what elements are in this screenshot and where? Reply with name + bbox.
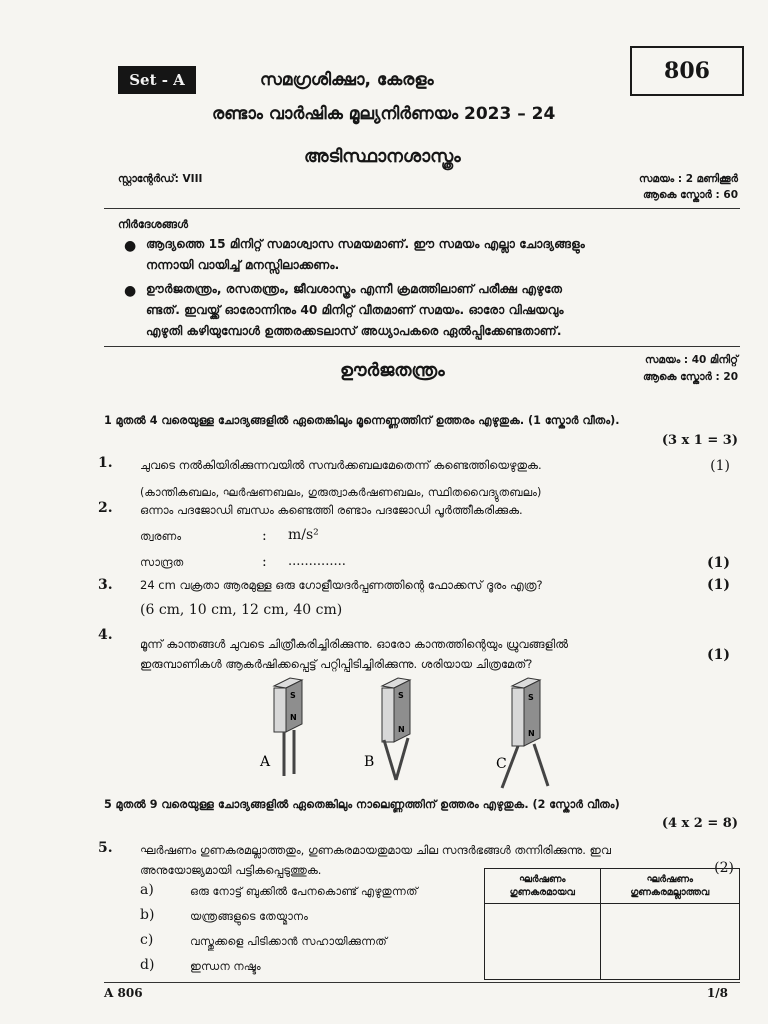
page-number: 1/8 xyxy=(706,986,728,1000)
table-header-beneficial: ഘർഷണം ഗുണകരമായവ xyxy=(485,869,601,904)
figure-label: C xyxy=(496,756,507,772)
question-number: 3. xyxy=(98,577,113,593)
magnet-figures xyxy=(240,672,580,800)
table-header-harmful: ഘർഷണം ഗുണകരമല്ലാത്തവ xyxy=(600,869,739,904)
question-number: 5. xyxy=(98,840,113,856)
footer-paper-code: A 806 xyxy=(104,986,143,1000)
question-text: ഘർഷണം ഗുണകരമല്ലാത്തതും, ഗുണകരമായതുമായ ചില സന്ദർഭങ്ങൾ തന്നിരിക്കുന്നു. ഇവ xyxy=(140,843,611,857)
footer-divider xyxy=(104,982,740,983)
instructions-divider xyxy=(104,346,740,347)
question-score: (1) xyxy=(707,555,730,571)
set-badge: Set - A xyxy=(118,66,196,94)
instruction-item: ആദ്യത്തെ 15 മിനിറ്റ് സമാശ്വാസ സമയമാണ്. ഈ സമയം എല്ലാ ചോദ്യങ്ങളും നന്നായി വായിച്ച് മനസ്സിലാക്കണം. xyxy=(146,237,585,272)
question-options: (6 cm, 10 cm, 12 cm, 40 cm) xyxy=(140,602,343,618)
exam-title: രണ്ടാം വാർഷിക മൂല്യനിർണയം 2023 – 24 xyxy=(212,104,556,124)
paper-code-box: 806 xyxy=(630,46,744,96)
question-score: (2) xyxy=(714,860,734,876)
exam-time: സമയം : 2 മണിക്കൂർ xyxy=(639,173,738,185)
question-text: ചുവടെ നൽകിയിരിക്കുന്നവയിൽ സമ്പർക്കബലമേതെന്ന് കണ്ടെത്തിയെഴുതുക. xyxy=(140,458,542,472)
instruction-item: ഊർജതന്ത്രം, രസതന്ത്രം, ജീവശാസ്ത്രം എന്നീ ക്രമത്തിലാണ് പരീക്ഷ എഴുതേ ണ്ടത്. ഇവയ്ക്ക് ഓരോന്നിനും 40 മിനിറ്റ് വീതമാണ് സമയം. ഓരോ വിഷയവും എഴുതി കഴിയുമ്പോൾ ഉത്തരക്കടലാസ് അധ്യാപകരെ ഏൽപ്പിക്കേണ്ടതാണ്. xyxy=(146,282,564,338)
question-score: (1) xyxy=(707,577,730,593)
answer-cell[interactable] xyxy=(485,904,601,980)
item-label: c) xyxy=(140,932,154,948)
pair-term: ത്വരണം xyxy=(140,530,182,543)
instructions-title: നിർദേശങ്ങൾ xyxy=(118,218,189,231)
bullet-marker: ● xyxy=(124,283,137,299)
exam-total-score: ആകെ സ്കോർ : 60 xyxy=(642,189,738,201)
group1-score: (3 x 1 = 3) xyxy=(661,433,738,448)
question-text: ഒന്നാം പദജോഡി ബന്ധം കണ്ടെത്തി രണ്ടാം പദജോഡി പൂർത്തീകരിക്കുക. xyxy=(140,503,523,517)
figure-label: B xyxy=(364,754,375,770)
item-text: വസ്തുക്കളെ പിടിക്കാൻ സഹായിക്കുന്നത് xyxy=(190,935,387,948)
question-number: 4. xyxy=(98,627,113,643)
section-time: സമയം : 40 മിനിറ്റ് xyxy=(645,354,738,366)
group2-score: (4 x 2 = 8) xyxy=(661,816,738,831)
item-label: b) xyxy=(140,907,155,923)
subject-title: അടിസ്ഥാനശാസ്ത്രം xyxy=(304,146,461,167)
north-pole-label: N xyxy=(528,729,535,738)
pair-separator: : xyxy=(262,554,267,570)
organization-title: സമഗ്രശിക്ഷാ, കേരളം xyxy=(260,70,434,90)
header-divider xyxy=(104,208,740,209)
north-pole-label: N xyxy=(398,725,405,734)
south-pole-label: S xyxy=(290,691,296,700)
question-text: ഇരുമ്പാണികൾ ആകർഷിക്കപ്പെട്ട് പറ്റിപ്പിടിച്ചിരിക്കുന്നു. ശരിയായ ചിത്രമേത്? xyxy=(140,657,533,671)
item-label: a) xyxy=(140,882,154,898)
item-text: ഇന്ധന നഷ്ടം xyxy=(190,960,261,973)
question-text: മൂന്ന് കാന്തങ്ങൾ ചുവടെ ചിത്രീകരിച്ചിരിക്കുന്നു. ഓരോ കാന്തത്തിന്റെയും ധ്രുവങ്ങളിൽ xyxy=(140,637,569,651)
section-title: ഊർജതന്ത്രം xyxy=(340,360,445,381)
pair-blank: .............. xyxy=(288,554,346,569)
magnet-figure-b xyxy=(364,678,410,780)
standard-label: സ്റ്റാന്റേർഡ്: VIII xyxy=(118,173,203,185)
question-score: (1) xyxy=(707,647,730,663)
pair-term: സാന്ദ്രത xyxy=(140,556,184,569)
bullet-marker: ● xyxy=(124,238,137,254)
question-options: (കാന്തികബലം, ഘർഷണബലം, ഗുരുത്വാകർഷണബലം, സ്ഥിതവൈദ്യുതബലം) xyxy=(140,486,542,499)
item-text: ഒരു നോട്ട് ബുക്കിൽ പേനകൊണ്ട് എഴുതുന്നത് xyxy=(190,885,418,898)
answer-cell[interactable] xyxy=(600,904,739,980)
classification-table xyxy=(484,868,740,980)
magnet-figure-c xyxy=(496,678,548,788)
south-pole-label: S xyxy=(528,693,534,702)
north-pole-label: N xyxy=(290,713,297,722)
item-label: d) xyxy=(140,957,155,973)
figure-label: A xyxy=(260,754,271,770)
group1-instruction: 1 മുതൽ 4 വരെയുള്ള ചോദ്യങ്ങളിൽ ഏതെങ്കിലും മൂന്നെണ്ണത്തിന് ഉത്തരം എഴുതുക. (1 സ്കോർ വീതം). xyxy=(104,414,620,427)
section-total-score: ആകെ സ്കോർ : 20 xyxy=(642,371,738,383)
question-number: 1. xyxy=(98,455,113,471)
pair-value: m/s² xyxy=(288,527,319,543)
question-score: (1) xyxy=(710,458,730,474)
item-text: യന്ത്രങ്ങളുടെ തേയ്മാനം xyxy=(190,910,308,923)
question-text: 24 cm വക്രതാ ആരമുള്ള ഒരു ഗോളീയദർപ്പണത്തിന്റെ ഫോക്കസ് ദൂരം എത്ര? xyxy=(140,578,543,592)
magnet-figure-a xyxy=(259,678,302,776)
pair-separator: : xyxy=(262,528,267,544)
question-number: 2. xyxy=(98,500,113,516)
question-text: അനുയോജ്യമായി പട്ടികപ്പെടുത്തുക. xyxy=(140,863,322,877)
group2-instruction: 5 മുതൽ 9 വരെയുള്ള ചോദ്യങ്ങളിൽ ഏതെങ്കിലും നാലെണ്ണത്തിന് ഉത്തരം എഴുതുക. (2 സ്കോർ വീതം) xyxy=(104,798,620,811)
south-pole-label: S xyxy=(398,691,404,700)
